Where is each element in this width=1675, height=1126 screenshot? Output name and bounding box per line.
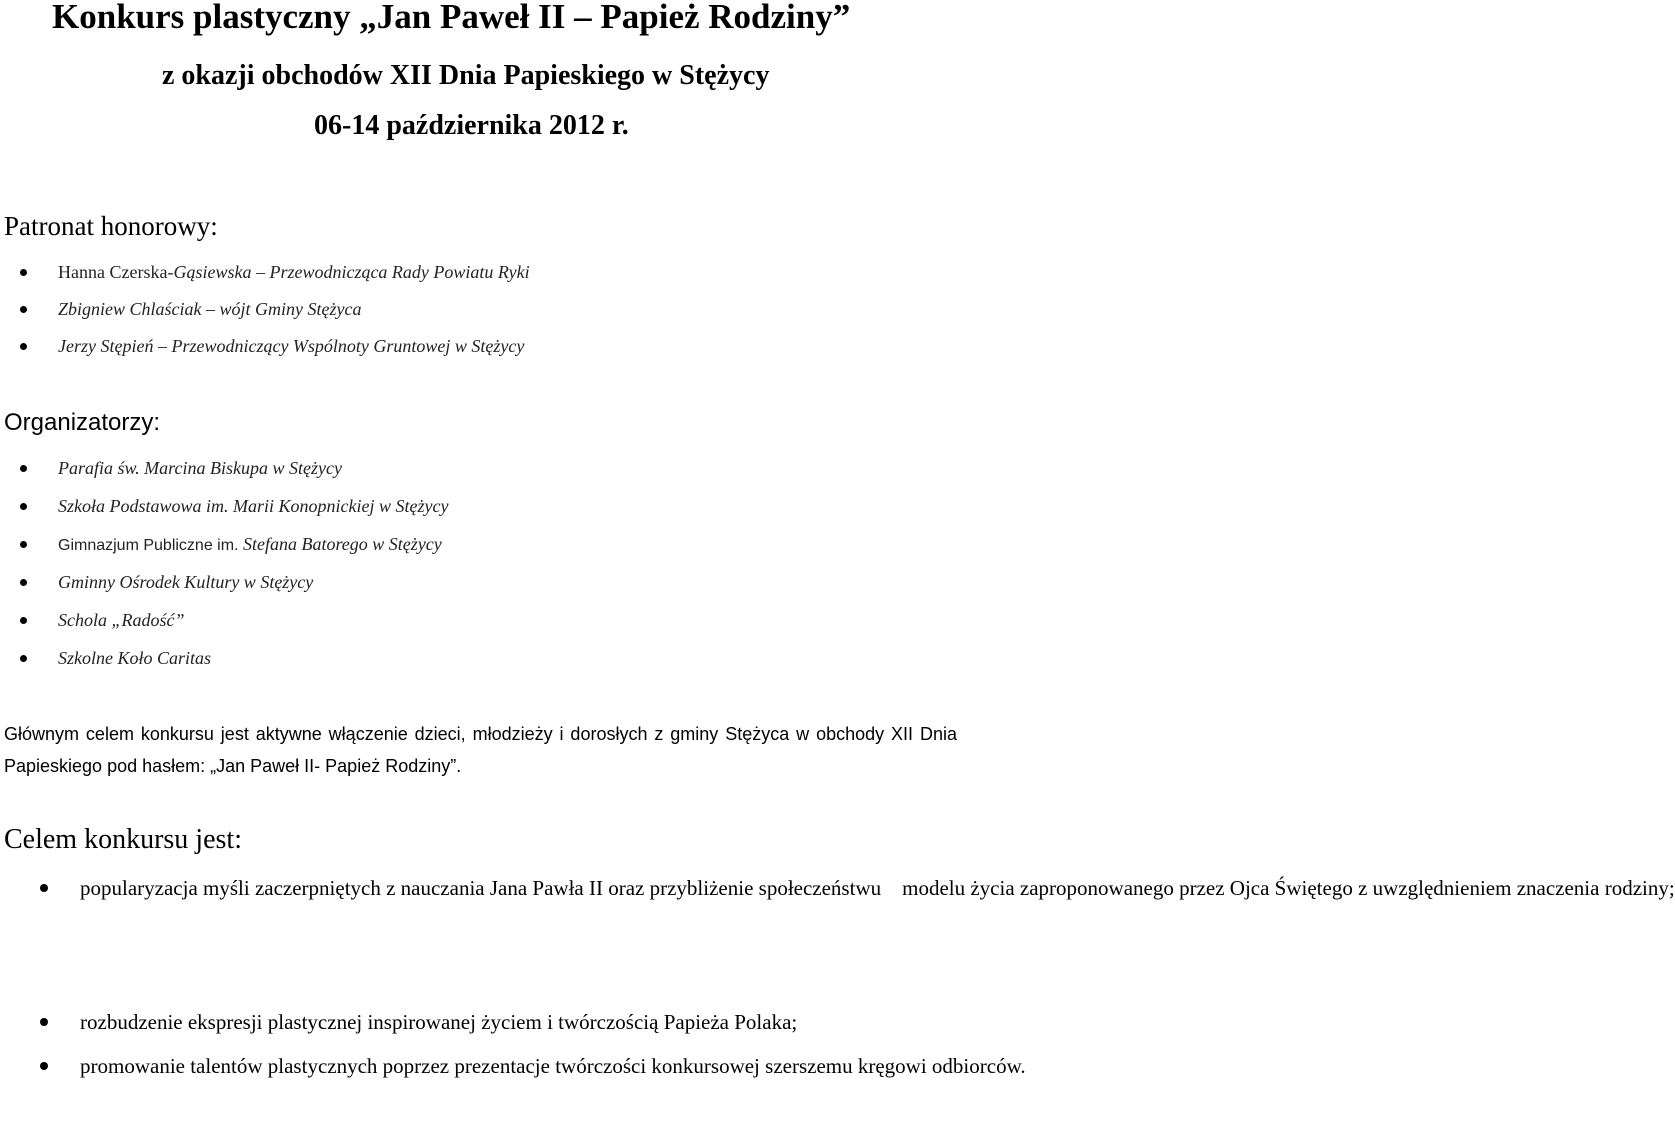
list-item-text: Schola „Radość” [58, 610, 185, 630]
bullet-icon [20, 541, 27, 548]
list-item-text: Zbigniew Chlaściak – wójt Gminy Stężyca [58, 299, 362, 319]
subtitle: z okazji obchodów XII Dnia Papieskiego w Stężycy [162, 60, 770, 91]
list-item-text: Jerzy Stępień – Przewodniczący Wspólnoty Gruntowej w Stężycy [58, 336, 525, 356]
bullet-icon [20, 269, 27, 276]
list-item-text: Gminny Ośrodek Kultury w Stężycy [58, 572, 314, 592]
bullet-icon [20, 465, 27, 472]
list-item-text: promowanie talentów plastycznych poprzez prezentacje twórczości konkursowej szerszemu kręgowi odbiorców. [80, 1054, 1026, 1078]
bullet-icon [40, 884, 48, 892]
organizers-heading: Organizatorzy: [4, 409, 161, 436]
patron-name-italic: Gąsiewska – Przewodnicząca Rady Powiatu Ryki [173, 262, 530, 282]
bullet-icon [20, 655, 27, 662]
list-item-text: Parafia św. Marcina Biskupa w Stężycy [58, 458, 342, 478]
bullet-icon [20, 503, 27, 510]
list-item-text: rozbudzenie ekspresji plastycznej inspirowanej życiem i twórczością Papieża Polaka; [80, 1010, 798, 1034]
goals-heading: Celem konkursu jest: [4, 824, 242, 855]
patronat-heading: Patronat honorowy: [4, 211, 218, 241]
patron-name-upright: Hanna Czerska- [58, 262, 174, 282]
list-item-text: Szkolne Koło Caritas [58, 648, 212, 668]
bullet-icon [20, 306, 27, 313]
list-item-text: popularyzacja myśli zaczerpniętych z nauczania Jana Pawła II oraz przybliżenie społeczeństwu modelu życia zaproponowanego przez Ojca Świętego z uwzględnieniem znaczenia rodziny; [80, 876, 1675, 900]
org-name-upright: Gimnazjum Publiczne im. [58, 537, 243, 554]
org-name-italic: Stefana Batorego w Stężycy [242, 534, 442, 554]
list-item-text: Szkoła Podstawowa im. Marii Konopnickiej w Stężycy [58, 496, 449, 516]
main-title: Konkurs plastyczny „Jan Paweł II – Papież Rodziny” [52, 0, 851, 36]
bullet-icon [40, 1018, 48, 1026]
event-date: 06-14 października 2012 r. [314, 110, 629, 141]
bullet-icon [20, 617, 27, 624]
bullet-icon [20, 343, 27, 350]
goal-paragraph: Głównym celem konkursu jest aktywne włączenie dzieci, młodzieży i dorosłych z gminy Stężyca w obchody XII Dnia Papieskiego pod hasłem: „Jan Paweł II- Papież Rodziny”. [4, 724, 957, 776]
bullet-icon [40, 1062, 48, 1070]
bullet-icon [20, 579, 27, 586]
